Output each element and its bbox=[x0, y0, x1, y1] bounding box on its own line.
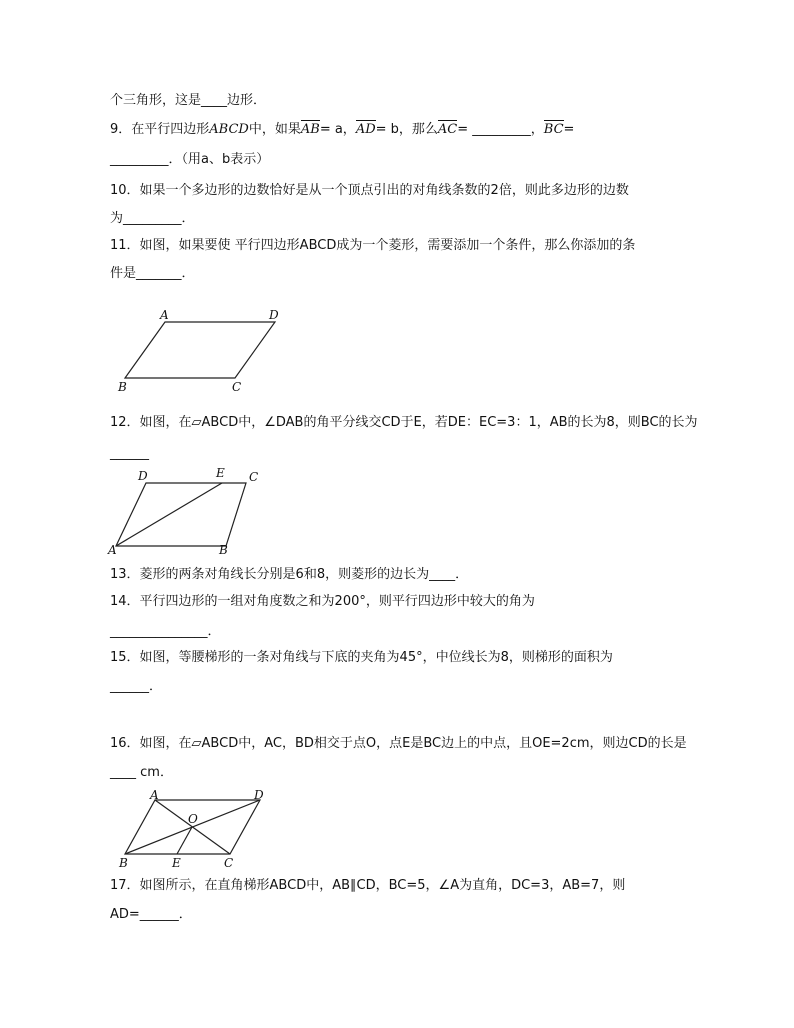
figure-12-parallelogram bbox=[106, 463, 266, 558]
figure-16-parallelogram bbox=[110, 786, 270, 870]
text-line-11: _______________． bbox=[110, 624, 221, 639]
fig16-label-c: C bbox=[224, 856, 234, 870]
fig12-label-c: C bbox=[249, 470, 259, 484]
q9-eq2: = b，那么 bbox=[375, 122, 438, 137]
vector-bc: BC bbox=[543, 122, 564, 137]
question-13-line: 13．菱形的两条对角线长分别是6和8，则菱形的边长为____． bbox=[110, 567, 469, 582]
fig12-label-a: A bbox=[108, 543, 117, 557]
vector-ad: AD bbox=[355, 122, 376, 137]
text-line-15: ____ cm． bbox=[110, 765, 173, 780]
q9-abcd: ABCD bbox=[209, 122, 249, 137]
q9-mid: 中，如果 bbox=[248, 122, 301, 137]
figure-11-parallelogram bbox=[110, 305, 300, 395]
vector-ac: AC bbox=[437, 122, 458, 137]
question-14-line: 14．平行四边形的一组对角度数之和为200°，则平行四边形中较大的角为 bbox=[110, 594, 535, 609]
question-10-line: 10．如果一个多边形的边数恰好是从一个顶点引出的对角线条数的2倍，则此多边形的边数 bbox=[110, 183, 629, 198]
q9-eq3: = _________， bbox=[457, 122, 544, 137]
question-15-line: 15．如图，等腰梯形的一条对角线与下底的夹角为45°，中位线长为8，则梯形的面积为 bbox=[110, 650, 613, 665]
question-17-line: 17．如图所示，在直角梯形ABCD中，AB∥CD，BC=5，∠A为直角，DC=3，AB=7，则 bbox=[110, 878, 626, 893]
fig16-label-e: E bbox=[172, 856, 181, 870]
fig16-label-b: B bbox=[119, 856, 128, 870]
q9-prefix: 9．在平行四边形 bbox=[110, 122, 210, 137]
fig11-label-b: B bbox=[118, 380, 127, 394]
text-line-0: 个三角形，这是____边形． bbox=[110, 93, 267, 108]
fig11-label-d: D bbox=[269, 308, 279, 322]
text-line-17: AD=______． bbox=[110, 907, 192, 922]
question-16-line: 16．如图，在▱ABCD中，AC，BD相交于点O，点E是BC边上的中点，且OE=2cm，则边CD的长是 bbox=[110, 736, 687, 751]
text-line-2: _________．（用a、b表示） bbox=[110, 152, 270, 167]
fig12-label-d: D bbox=[138, 469, 148, 483]
vector-ab: AB bbox=[300, 122, 320, 137]
text-line-8: ______ bbox=[110, 446, 149, 461]
q9-eq1: = a， bbox=[319, 122, 356, 137]
fig16-label-o: O bbox=[188, 812, 198, 826]
question-9-line bbox=[110, 122, 574, 138]
question-12-line: 12．如图，在▱ABCD中，∠DAB的角平分线交CD于E，若DE：EC=3：1，AB的长为8，则BC的长为 bbox=[110, 415, 698, 430]
text-line-13: ______． bbox=[110, 679, 163, 694]
question-11-line: 11．如图，如果要使 平行四边形ABCD成为一个菱形，需要添加一个条件，那么你添加的条 bbox=[110, 238, 636, 253]
fig12-label-e: E bbox=[216, 466, 225, 480]
fig16-label-a: A bbox=[150, 788, 159, 802]
fig16-label-d: D bbox=[254, 788, 264, 802]
fig11-label-c: C bbox=[232, 380, 242, 394]
fig11-label-a: A bbox=[160, 308, 169, 322]
q9-eq4: = bbox=[563, 122, 575, 137]
fig12-label-b: B bbox=[219, 543, 228, 557]
text-line-6: 件是_______． bbox=[110, 266, 195, 281]
text-line-4: 为_________． bbox=[110, 211, 195, 226]
